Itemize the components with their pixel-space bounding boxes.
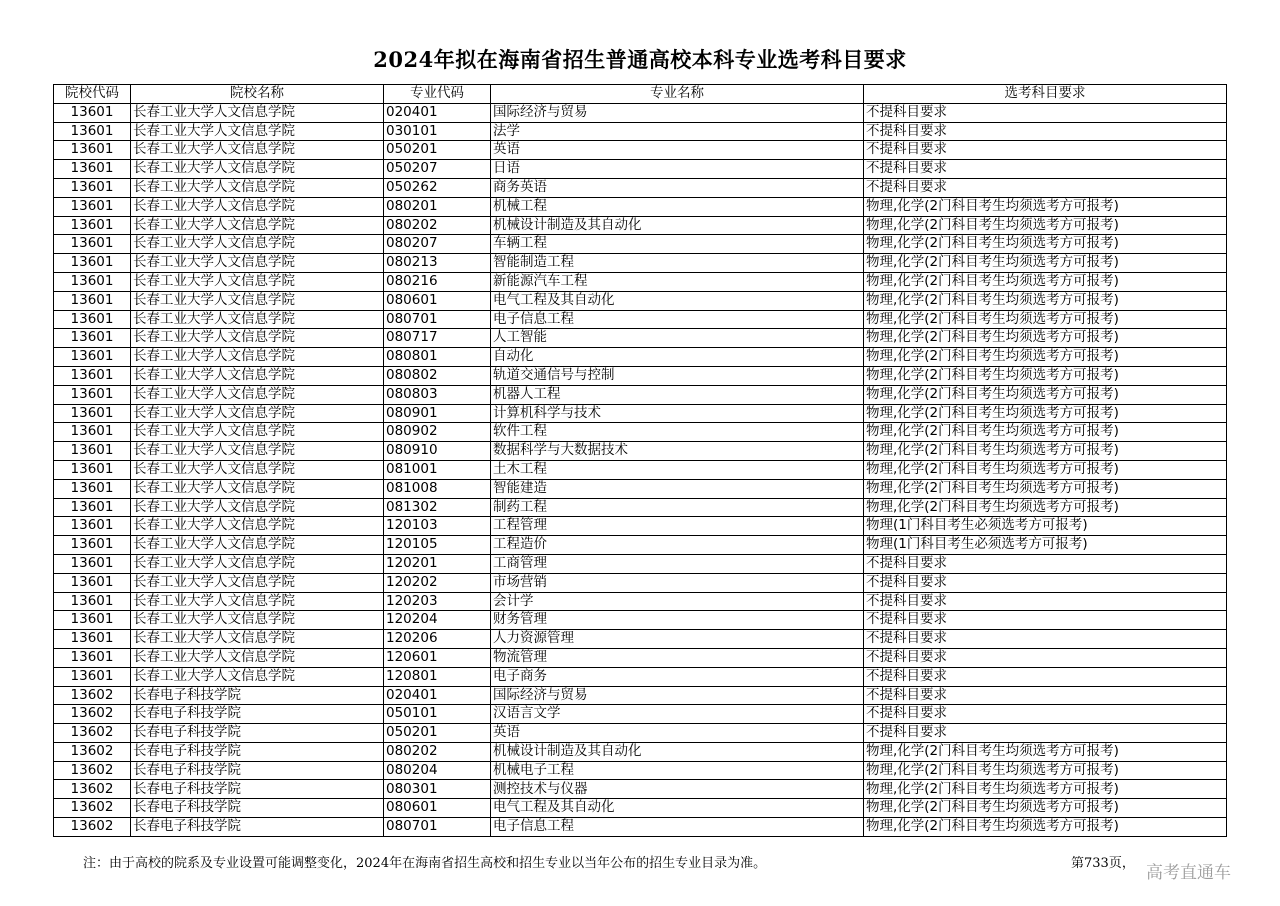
watermark: 高考直通车	[1146, 863, 1231, 883]
table-row	[54, 498, 1227, 517]
cell-school-name: 长春工业大学人文信息学院	[131, 573, 384, 592]
cell-major-name: 国际经济与贸易	[491, 103, 864, 122]
cell-subject-requirement: 物理,化学(2门科目考生均须选考方可报考)	[864, 385, 1227, 404]
table-row	[54, 573, 1227, 592]
cell-school-code: 13601	[54, 291, 131, 310]
cell-school-code: 13602	[54, 686, 131, 705]
cell-major-code: 020401	[384, 686, 491, 705]
cell-major-name: 机械设计制造及其自动化	[491, 742, 864, 761]
cell-major-code: 080216	[384, 272, 491, 291]
cell-subject-requirement: 不提科目要求	[864, 160, 1227, 179]
footnote: 注：由于高校的院系及专业设置可能调整变化，2024年在海南省招生高校和招生专业以当年公布的招生专业目录为准。	[83, 856, 767, 871]
cell-major-code: 120103	[384, 517, 491, 536]
cell-major-name: 车辆工程	[491, 235, 864, 254]
table-row	[54, 761, 1227, 780]
cell-subject-requirement: 不提科目要求	[864, 573, 1227, 592]
cell-major-code: 120206	[384, 630, 491, 649]
cell-major-name: 国际经济与贸易	[491, 686, 864, 705]
cell-major-code: 081302	[384, 498, 491, 517]
cell-school-code: 13601	[54, 611, 131, 630]
cell-major-code: 080901	[384, 404, 491, 423]
cell-school-code: 13601	[54, 460, 131, 479]
cell-school-name: 长春工业大学人文信息学院	[131, 611, 384, 630]
table-row	[54, 592, 1227, 611]
cell-school-code: 13601	[54, 216, 131, 235]
table-row	[54, 216, 1227, 235]
cell-school-code: 13602	[54, 780, 131, 799]
table-row	[54, 630, 1227, 649]
cell-subject-requirement: 物理(1门科目考生必须选考方可报考)	[864, 517, 1227, 536]
table-row	[54, 705, 1227, 724]
cell-major-name: 智能制造工程	[491, 254, 864, 273]
cell-major-code: 080910	[384, 442, 491, 461]
cell-major-code: 120601	[384, 648, 491, 667]
table-row	[54, 404, 1227, 423]
cell-major-name: 轨道交通信号与控制	[491, 366, 864, 385]
cell-school-name: 长春电子科技学院	[131, 742, 384, 761]
table-body	[54, 103, 1227, 836]
table-row	[54, 310, 1227, 329]
cell-school-name: 长春电子科技学院	[131, 780, 384, 799]
cell-subject-requirement: 物理,化学(2门科目考生均须选考方可报考)	[864, 310, 1227, 329]
cell-subject-requirement: 物理,化学(2门科目考生均须选考方可报考)	[864, 761, 1227, 780]
cell-school-name: 长春工业大学人文信息学院	[131, 498, 384, 517]
table-row	[54, 103, 1227, 122]
cell-school-code: 13602	[54, 705, 131, 724]
table-row	[54, 423, 1227, 442]
cell-school-name: 长春电子科技学院	[131, 705, 384, 724]
cell-major-code: 080701	[384, 818, 491, 837]
cell-subject-requirement: 物理,化学(2门科目考生均须选考方可报考)	[864, 216, 1227, 235]
table-row	[54, 235, 1227, 254]
cell-school-name: 长春电子科技学院	[131, 761, 384, 780]
cell-subject-requirement: 不提科目要求	[864, 667, 1227, 686]
cell-school-name: 长春工业大学人文信息学院	[131, 178, 384, 197]
cell-subject-requirement: 不提科目要求	[864, 122, 1227, 141]
cell-school-name: 长春工业大学人文信息学院	[131, 160, 384, 179]
cell-subject-requirement: 不提科目要求	[864, 103, 1227, 122]
header-subject-requirement: 选考科目要求	[864, 85, 1227, 104]
table-row	[54, 818, 1227, 837]
cell-school-name: 长春工业大学人文信息学院	[131, 404, 384, 423]
cell-school-name: 长春工业大学人文信息学院	[131, 460, 384, 479]
cell-major-code: 080301	[384, 780, 491, 799]
cell-school-name: 长春工业大学人文信息学院	[131, 291, 384, 310]
cell-subject-requirement: 不提科目要求	[864, 686, 1227, 705]
cell-school-code: 13601	[54, 141, 131, 160]
cell-school-code: 13601	[54, 423, 131, 442]
cell-school-code: 13601	[54, 178, 131, 197]
table-row	[54, 536, 1227, 555]
cell-school-code: 13601	[54, 536, 131, 555]
cell-major-name: 会计学	[491, 592, 864, 611]
cell-school-code: 13601	[54, 554, 131, 573]
table-row	[54, 686, 1227, 705]
table-row	[54, 799, 1227, 818]
cell-subject-requirement: 物理(1门科目考生必须选考方可报考)	[864, 536, 1227, 555]
cell-major-code: 080201	[384, 197, 491, 216]
cell-school-code: 13601	[54, 517, 131, 536]
cell-major-code: 120801	[384, 667, 491, 686]
cell-major-code: 080213	[384, 254, 491, 273]
cell-major-code: 050201	[384, 141, 491, 160]
cell-school-name: 长春工业大学人文信息学院	[131, 517, 384, 536]
cell-major-code: 030101	[384, 122, 491, 141]
cell-school-name: 长春工业大学人文信息学院	[131, 554, 384, 573]
table-row	[54, 442, 1227, 461]
cell-major-code: 080202	[384, 742, 491, 761]
cell-major-name: 工程造价	[491, 536, 864, 555]
cell-subject-requirement: 不提科目要求	[864, 648, 1227, 667]
cell-subject-requirement: 不提科目要求	[864, 178, 1227, 197]
cell-school-code: 13601	[54, 479, 131, 498]
cell-school-name: 长春工业大学人文信息学院	[131, 103, 384, 122]
cell-major-name: 电子信息工程	[491, 818, 864, 837]
cell-school-name: 长春工业大学人文信息学院	[131, 423, 384, 442]
table-row	[54, 611, 1227, 630]
cell-school-code: 13602	[54, 799, 131, 818]
cell-school-name: 长春工业大学人文信息学院	[131, 442, 384, 461]
cell-school-name: 长春工业大学人文信息学院	[131, 667, 384, 686]
table-row	[54, 460, 1227, 479]
cell-major-code: 080202	[384, 216, 491, 235]
table-row	[54, 742, 1227, 761]
cell-major-code: 020401	[384, 103, 491, 122]
cell-school-code: 13601	[54, 329, 131, 348]
cell-school-name: 长春工业大学人文信息学院	[131, 235, 384, 254]
cell-school-name: 长春工业大学人文信息学院	[131, 197, 384, 216]
cell-school-code: 13602	[54, 742, 131, 761]
cell-major-code: 120105	[384, 536, 491, 555]
cell-school-code: 13601	[54, 197, 131, 216]
cell-subject-requirement: 物理,化学(2门科目考生均须选考方可报考)	[864, 291, 1227, 310]
cell-major-name: 英语	[491, 141, 864, 160]
cell-subject-requirement: 物理,化学(2门科目考生均须选考方可报考)	[864, 498, 1227, 517]
cell-major-name: 市场营销	[491, 573, 864, 592]
cell-school-name: 长春工业大学人文信息学院	[131, 310, 384, 329]
table-header-row	[54, 85, 1227, 104]
cell-subject-requirement: 物理,化学(2门科目考生均须选考方可报考)	[864, 442, 1227, 461]
cell-major-name: 财务管理	[491, 611, 864, 630]
cell-major-code: 050262	[384, 178, 491, 197]
table-row	[54, 517, 1227, 536]
table-row	[54, 366, 1227, 385]
cell-school-code: 13601	[54, 442, 131, 461]
table-row	[54, 254, 1227, 273]
cell-major-name: 物流管理	[491, 648, 864, 667]
cell-school-name: 长春工业大学人文信息学院	[131, 648, 384, 667]
cell-school-name: 长春工业大学人文信息学院	[131, 272, 384, 291]
cell-subject-requirement: 不提科目要求	[864, 554, 1227, 573]
cell-subject-requirement: 不提科目要求	[864, 705, 1227, 724]
cell-major-name: 机器人工程	[491, 385, 864, 404]
page-title: 2024年拟在海南省招生普通高校本科专业选考科目要求	[373, 47, 907, 72]
table-row	[54, 554, 1227, 573]
cell-major-code: 081008	[384, 479, 491, 498]
cell-subject-requirement: 物理,化学(2门科目考生均须选考方可报考)	[864, 366, 1227, 385]
cell-school-code: 13601	[54, 404, 131, 423]
cell-major-code: 080207	[384, 235, 491, 254]
cell-major-code: 080701	[384, 310, 491, 329]
cell-major-name: 机械设计制造及其自动化	[491, 216, 864, 235]
cell-major-code: 120202	[384, 573, 491, 592]
cell-school-code: 13601	[54, 254, 131, 273]
cell-school-code: 13602	[54, 818, 131, 837]
cell-subject-requirement: 不提科目要求	[864, 592, 1227, 611]
cell-school-code: 13601	[54, 667, 131, 686]
cell-school-name: 长春工业大学人文信息学院	[131, 216, 384, 235]
cell-school-code: 13601	[54, 122, 131, 141]
cell-major-code: 120204	[384, 611, 491, 630]
table-row	[54, 197, 1227, 216]
table-row	[54, 479, 1227, 498]
cell-subject-requirement: 不提科目要求	[864, 724, 1227, 743]
cell-subject-requirement: 物理,化学(2门科目考生均须选考方可报考)	[864, 348, 1227, 367]
cell-major-name: 计算机科学与技术	[491, 404, 864, 423]
cell-major-code: 080601	[384, 291, 491, 310]
cell-subject-requirement: 不提科目要求	[864, 630, 1227, 649]
cell-school-code: 13601	[54, 498, 131, 517]
cell-major-name: 测控技术与仪器	[491, 780, 864, 799]
header-school-name: 院校名称	[131, 85, 384, 104]
cell-major-code: 080204	[384, 761, 491, 780]
cell-major-code: 050207	[384, 160, 491, 179]
cell-subject-requirement: 物理,化学(2门科目考生均须选考方可报考)	[864, 460, 1227, 479]
header-school-code: 院校代码	[54, 85, 131, 104]
cell-major-name: 法学	[491, 122, 864, 141]
table-row	[54, 724, 1227, 743]
requirements-table	[53, 84, 1227, 837]
cell-major-code: 050201	[384, 724, 491, 743]
cell-subject-requirement: 物理,化学(2门科目考生均须选考方可报考)	[864, 799, 1227, 818]
cell-subject-requirement: 物理,化学(2门科目考生均须选考方可报考)	[864, 818, 1227, 837]
cell-school-name: 长春工业大学人文信息学院	[131, 122, 384, 141]
cell-school-name: 长春工业大学人文信息学院	[131, 479, 384, 498]
cell-major-name: 电气工程及其自动化	[491, 291, 864, 310]
cell-subject-requirement: 物理,化学(2门科目考生均须选考方可报考)	[864, 254, 1227, 273]
cell-major-name: 电子商务	[491, 667, 864, 686]
cell-subject-requirement: 物理,化学(2门科目考生均须选考方可报考)	[864, 742, 1227, 761]
cell-major-code: 080801	[384, 348, 491, 367]
table-row	[54, 272, 1227, 291]
cell-subject-requirement: 物理,化学(2门科目考生均须选考方可报考)	[864, 272, 1227, 291]
table-row	[54, 178, 1227, 197]
cell-major-name: 英语	[491, 724, 864, 743]
table-row	[54, 122, 1227, 141]
cell-school-name: 长春工业大学人文信息学院	[131, 630, 384, 649]
cell-major-name: 机械电子工程	[491, 761, 864, 780]
cell-subject-requirement: 物理,化学(2门科目考生均须选考方可报考)	[864, 329, 1227, 348]
cell-school-name: 长春工业大学人文信息学院	[131, 366, 384, 385]
cell-school-code: 13602	[54, 724, 131, 743]
header-major-code: 专业代码	[384, 85, 491, 104]
cell-school-code: 13601	[54, 630, 131, 649]
cell-school-name: 长春工业大学人文信息学院	[131, 536, 384, 555]
cell-major-name: 商务英语	[491, 178, 864, 197]
cell-major-code: 081001	[384, 460, 491, 479]
cell-subject-requirement: 物理,化学(2门科目考生均须选考方可报考)	[864, 423, 1227, 442]
cell-school-name: 长春电子科技学院	[131, 818, 384, 837]
cell-major-name: 日语	[491, 160, 864, 179]
cell-school-code: 13602	[54, 761, 131, 780]
cell-subject-requirement: 物理,化学(2门科目考生均须选考方可报考)	[864, 780, 1227, 799]
cell-major-code: 050101	[384, 705, 491, 724]
cell-subject-requirement: 物理,化学(2门科目考生均须选考方可报考)	[864, 235, 1227, 254]
cell-school-name: 长春电子科技学院	[131, 724, 384, 743]
cell-school-name: 长春工业大学人文信息学院	[131, 254, 384, 273]
cell-subject-requirement: 物理,化学(2门科目考生均须选考方可报考)	[864, 197, 1227, 216]
cell-school-code: 13601	[54, 592, 131, 611]
cell-major-name: 汉语言文学	[491, 705, 864, 724]
cell-subject-requirement: 物理,化学(2门科目考生均须选考方可报考)	[864, 479, 1227, 498]
cell-major-name: 新能源汽车工程	[491, 272, 864, 291]
cell-school-name: 长春工业大学人文信息学院	[131, 141, 384, 160]
cell-major-name: 人工智能	[491, 329, 864, 348]
cell-school-code: 13601	[54, 103, 131, 122]
cell-school-code: 13601	[54, 366, 131, 385]
cell-school-code: 13601	[54, 272, 131, 291]
cell-school-name: 长春电子科技学院	[131, 686, 384, 705]
cell-major-code: 080601	[384, 799, 491, 818]
cell-subject-requirement: 不提科目要求	[864, 141, 1227, 160]
cell-school-code: 13601	[54, 348, 131, 367]
cell-major-name: 数据科学与大数据技术	[491, 442, 864, 461]
table-row	[54, 141, 1227, 160]
table-row	[54, 329, 1227, 348]
cell-major-code: 080717	[384, 329, 491, 348]
cell-major-code: 080802	[384, 366, 491, 385]
cell-major-code: 080902	[384, 423, 491, 442]
cell-subject-requirement: 不提科目要求	[864, 611, 1227, 630]
cell-school-name: 长春电子科技学院	[131, 799, 384, 818]
cell-subject-requirement: 物理,化学(2门科目考生均须选考方可报考)	[864, 404, 1227, 423]
cell-major-name: 制药工程	[491, 498, 864, 517]
cell-major-name: 电气工程及其自动化	[491, 799, 864, 818]
cell-major-name: 工商管理	[491, 554, 864, 573]
cell-major-name: 人力资源管理	[491, 630, 864, 649]
cell-school-code: 13601	[54, 310, 131, 329]
cell-school-name: 长春工业大学人文信息学院	[131, 348, 384, 367]
cell-school-name: 长春工业大学人文信息学院	[131, 385, 384, 404]
cell-major-code: 080803	[384, 385, 491, 404]
cell-major-name: 智能建造	[491, 479, 864, 498]
table-row	[54, 291, 1227, 310]
table-row	[54, 160, 1227, 179]
cell-major-name: 软件工程	[491, 423, 864, 442]
header-major-name: 专业名称	[491, 85, 864, 104]
cell-major-name: 土木工程	[491, 460, 864, 479]
cell-major-code: 120203	[384, 592, 491, 611]
cell-major-name: 工程管理	[491, 517, 864, 536]
cell-major-name: 自动化	[491, 348, 864, 367]
cell-school-code: 13601	[54, 648, 131, 667]
cell-school-name: 长春工业大学人文信息学院	[131, 592, 384, 611]
table-row	[54, 348, 1227, 367]
table-row	[54, 648, 1227, 667]
cell-school-name: 长春工业大学人文信息学院	[131, 329, 384, 348]
cell-major-code: 120201	[384, 554, 491, 573]
cell-school-code: 13601	[54, 573, 131, 592]
cell-school-code: 13601	[54, 160, 131, 179]
table-row	[54, 667, 1227, 686]
cell-school-code: 13601	[54, 235, 131, 254]
cell-school-code: 13601	[54, 385, 131, 404]
cell-major-name: 机械工程	[491, 197, 864, 216]
cell-major-name: 电子信息工程	[491, 310, 864, 329]
table-row	[54, 780, 1227, 799]
page-number: 第733页，	[1071, 856, 1135, 871]
table-row	[54, 385, 1227, 404]
